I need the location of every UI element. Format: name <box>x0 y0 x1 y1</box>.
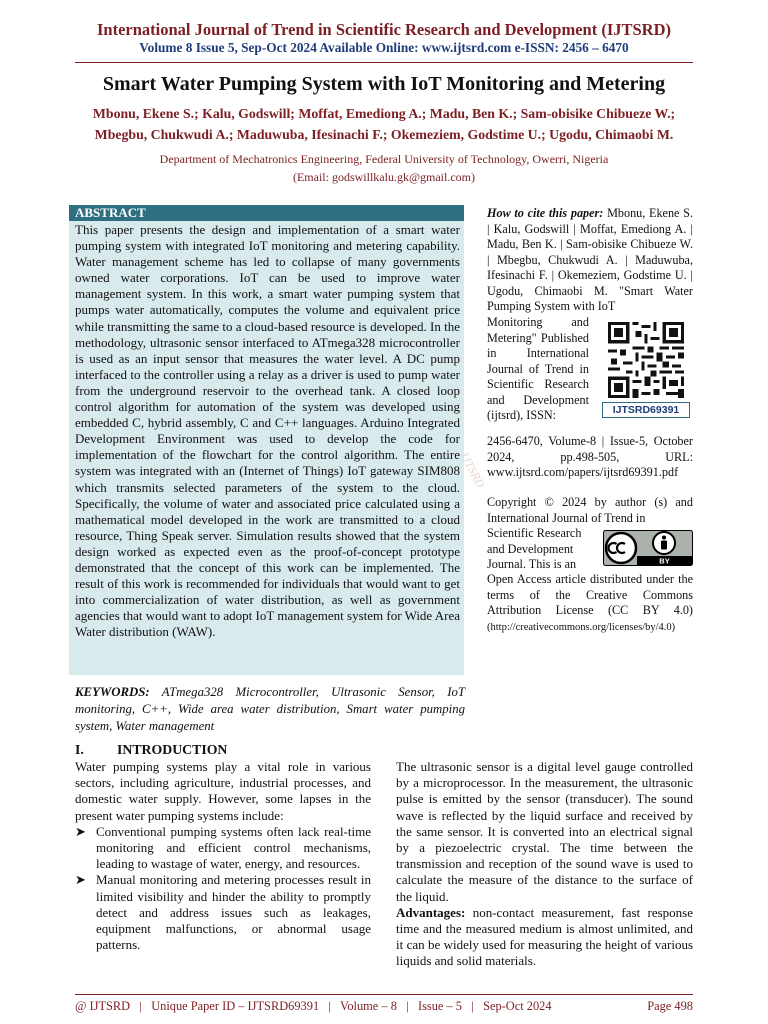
left-column <box>75 759 371 953</box>
journal-title: International Journal of Trend in Scientific Research and Development (IJTSRD) <box>97 20 671 39</box>
bullet-text: Manual monitoring and metering processes result in limited visibility and hinder the ability to promptly detect and address issues such as leakages, equipment malfunctions, or abnormal usage patterns. <box>96 872 371 953</box>
section-heading-introduction <box>75 742 227 758</box>
abstract-box <box>69 205 464 675</box>
footer <box>75 999 693 1014</box>
authors-line-2: Mbegbu, Chukwudi A.; Maduwuba, Ifesinachi F.; Okemeziem, Godstime U.; Ugodu, Chimaobi M. <box>94 127 674 142</box>
intro-paragraph: Water pumping systems play a vital role in various sectors, including agriculture, industrial processes, and domestic water supply. However, some lapses in the present water pumping systems include: <box>75 759 371 823</box>
advantages-label: Advantages: <box>396 904 466 920</box>
copyright-text-3: Open Access article distributed under the terms of the Creative Commons Attribution License (CC BY 4.0) <box>487 572 693 617</box>
abstract-heading: ABSTRACT <box>69 205 464 221</box>
section-number: I. <box>75 742 84 757</box>
right-column <box>396 759 693 970</box>
list-item <box>75 824 371 873</box>
license-link[interactable]: (http://creativecommons.org/licenses/by/4.0) <box>487 621 676 633</box>
paper-id-label: IJTSRD69391 <box>602 402 690 418</box>
copyright-block <box>487 572 693 635</box>
citation-label: How to cite this paper: <box>487 206 604 220</box>
page-number: Page 498 <box>647 999 693 1013</box>
affiliation-block <box>0 150 768 186</box>
journal-issue-line: Volume 8 Issue 5, Sep-Oct 2024 Available Online: www.ijtsrd.com e-ISSN: 2456 – 6470 <box>139 40 629 55</box>
arrow-bullet-icon: ➤ <box>75 823 86 839</box>
authors-line-1: Mbonu, Ekene S.; Kalu, Godswill; Moffat, Emediong A.; Madu, Ben K.; Sam-obisike Chibueze W.; <box>92 106 676 121</box>
email: (Email: godswillkalu.gk@gmail.com) <box>292 170 476 184</box>
keywords <box>75 684 465 735</box>
citation-text-2: Monitoring and Metering" Published in International Journal of Trend in Scientific Research and Development (ijtsrd), ISSN: <box>487 315 589 422</box>
qr-code-icon[interactable] <box>608 322 684 398</box>
keywords-label: KEYWORDS: <box>75 685 150 699</box>
citation-text-1: Mbonu, Ekene S. | Kalu, Godswill | Moffat, Emediong A. | Madu, Ben K. | Sam-obisike Chibueze W. | Mbegbu, Chukwudi A. | Maduwuba, Ifesinachi F. | Okemeziem, Godstime U. | Ugodu, Chimaobi M. "Smart Water Pumping System with IoT <box>487 206 693 313</box>
sensor-paragraph: The ultrasonic sensor is a digital level gauge controlled by a microprocessor. In the measurement, the ultrasonic pulse is emitted by the sensor (transducer). The sound wave is reflected by the liquid surface and received by the same sensor. It is converted into an electrical signal by a piezoelectric crystal. The time between the transmission and reception of the sound wave is used to calculate the measure of the distance to the surface of the liquid. <box>396 759 693 904</box>
copyright-text-1: Copyright © 2024 by author (s) and International Journal of Trend in <box>487 495 693 525</box>
copyright-text-2: Scientific Research and Development Journal. This is an <box>487 526 582 571</box>
advantages-text: non-contact measurement, fast response time and the measured medium is almost unlimited, and it can be widely used for measuring the height of various liquids and solid materials. <box>396 904 693 969</box>
watermark: IJTSRD <box>457 450 488 491</box>
authors <box>60 103 708 145</box>
bullet-text: Conventional pumping systems often lack real-time monitoring and efficient control mechanisms, leading to wastage of water, energy, and resources. <box>96 823 371 872</box>
footer-text: @ IJTSRD | Unique Paper ID – IJTSRD69391 | Volume – 8 | Issue – 5 | Sep-Oct 2024 <box>75 999 552 1013</box>
header-divider <box>75 62 693 63</box>
cc-by-label: BY <box>659 556 670 566</box>
affiliation: Department of Mechatronics Engineering, Federal University of Technology, Owerri, Nigeria <box>159 152 609 166</box>
footer-divider <box>75 994 693 995</box>
list-item <box>75 872 371 953</box>
cc-by-license-icon[interactable] <box>603 530 693 566</box>
citation-text-3: 2456-6470, Volume-8 | Issue-5, October 2024, pp.498-505, URL: www.ijtsrd.com/papers/ijtsrd69391.pdf <box>487 434 693 479</box>
arrow-bullet-icon: ➤ <box>75 872 86 888</box>
intro-bullet-list <box>75 824 371 954</box>
keywords-text: ATmega328 Microcontroller, Ultrasonic Sensor, IoT monitoring, C++, Wide area water distribution, Smart water pumping system, Water management <box>75 685 465 733</box>
paper-title: Smart Water Pumping System with IoT Monitoring and Metering <box>102 73 666 95</box>
advantages-paragraph <box>396 905 693 970</box>
citation-block <box>487 206 693 315</box>
section-title: INTRODUCTION <box>117 742 228 757</box>
abstract-text: This paper presents the design and implementation of a smart water pumping system with integrated IoT monitoring and metering capability. Water management scheme has led to collapse of many governments owned water corporations. IoT can be used to improve water management system. In this work, a smart water pumping system that pumps water automatically, computes the volume and equivalent price while transmitting the same to a cloud-based resource is developed. In the methodology, ultrasonic sensor interfaced to ATmega328 microcontroller is used as an input sensor that measures the water level. A DC pump interfaced to the controller using a relay as a driver is used to pump water from the underground reservoir to the overhead tank. A closed loop control algorithm for automation of the system was developed using embedded C, hybrid assembly, C and C++ languages. Arduino Integrated Development Environment was used to develop the code for implementation of the flowchart for the control algorithm. The entire system was integrated with an (Internet of Things) IoT gateway SIM808 which transmits selected parameters of the system to the cloud. Specifically, the volume of water and associated price calculated using a mathematical model developed in the work are transmitted to a cloud resource, Thing Speak server. Simulation results showed that the system design worked as expected even as the proof-of-concept prototype demonstrated that the concept of this work can be implemented. The result of this work is recommended for individuals that would want to get into commercialization of water distribution, as well as government agencies that would want to adopt IoT management system for Wide Area Water distribution (WAW). <box>75 222 460 640</box>
